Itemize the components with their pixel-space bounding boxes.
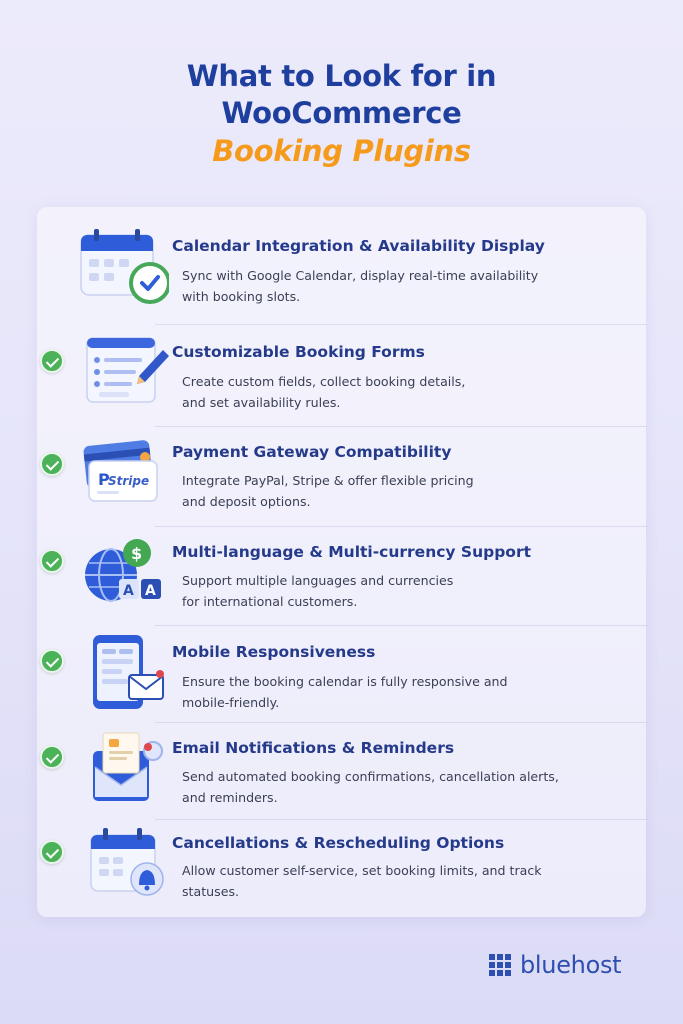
email-notification-icon: [59, 727, 169, 807]
brand-name: bluehost: [520, 951, 622, 979]
divider: [155, 819, 647, 820]
divider: [155, 426, 647, 427]
page-title-accent: Booking Plugins: [212, 134, 471, 168]
feature-description: Allow customer self-service, set booking limits, and track statuses.: [182, 863, 542, 899]
divider: [155, 526, 647, 527]
feature-description: Integrate PayPal, Stripe & offer flexible pricing and deposit options.: [182, 473, 474, 509]
features-card: [37, 207, 646, 917]
divider: [155, 722, 647, 723]
divider: [155, 324, 647, 325]
calendar-check-icon: [59, 229, 169, 309]
svg-text:$: $: [131, 544, 143, 563]
grid-logo-icon: [489, 954, 511, 976]
mobile-mail-icon: [59, 631, 169, 711]
feature-title: Calendar Integration & Availability Display: [172, 237, 545, 255]
svg-text:A: A: [145, 583, 156, 599]
feature-description: Send automated booking confirmations, cancellation alerts, and reminders.: [182, 769, 559, 805]
form-pen-icon: [59, 332, 169, 412]
page-title-line-2: WooCommerce: [221, 96, 462, 130]
svg-text:A: A: [123, 583, 134, 599]
feature-title: Email Notifications & Reminders: [172, 739, 455, 757]
globe-currency-icon: [59, 533, 169, 613]
feature-title: Cancellations & Rescheduling Options: [172, 834, 505, 852]
brand-logo: [489, 951, 621, 979]
feature-title: Customizable Booking Forms: [172, 343, 425, 361]
calendar-bell-icon: [59, 823, 169, 903]
feature-title: Mobile Responsiveness: [172, 643, 376, 661]
feature-description: Create custom fields, collect booking details, and set availability rules.: [182, 374, 466, 410]
page-header: [0, 58, 683, 170]
page-title-line-1: What to Look for in: [186, 59, 497, 93]
feature-description: Ensure the booking calendar is fully responsive and mobile-friendly.: [182, 674, 508, 710]
svg-text:P: P: [98, 470, 110, 489]
payment-card-icon: [59, 437, 169, 517]
feature-description: Sync with Google Calendar, display real-time availability with booking slots.: [182, 268, 539, 304]
feature-title: Payment Gateway Compatibility: [172, 443, 452, 461]
svg-text:Stripe: Stripe: [108, 474, 150, 488]
feature-title: Multi-language & Multi-currency Support: [172, 543, 532, 561]
feature-description: Support multiple languages and currencies for international customers.: [182, 573, 454, 609]
divider: [155, 625, 647, 626]
